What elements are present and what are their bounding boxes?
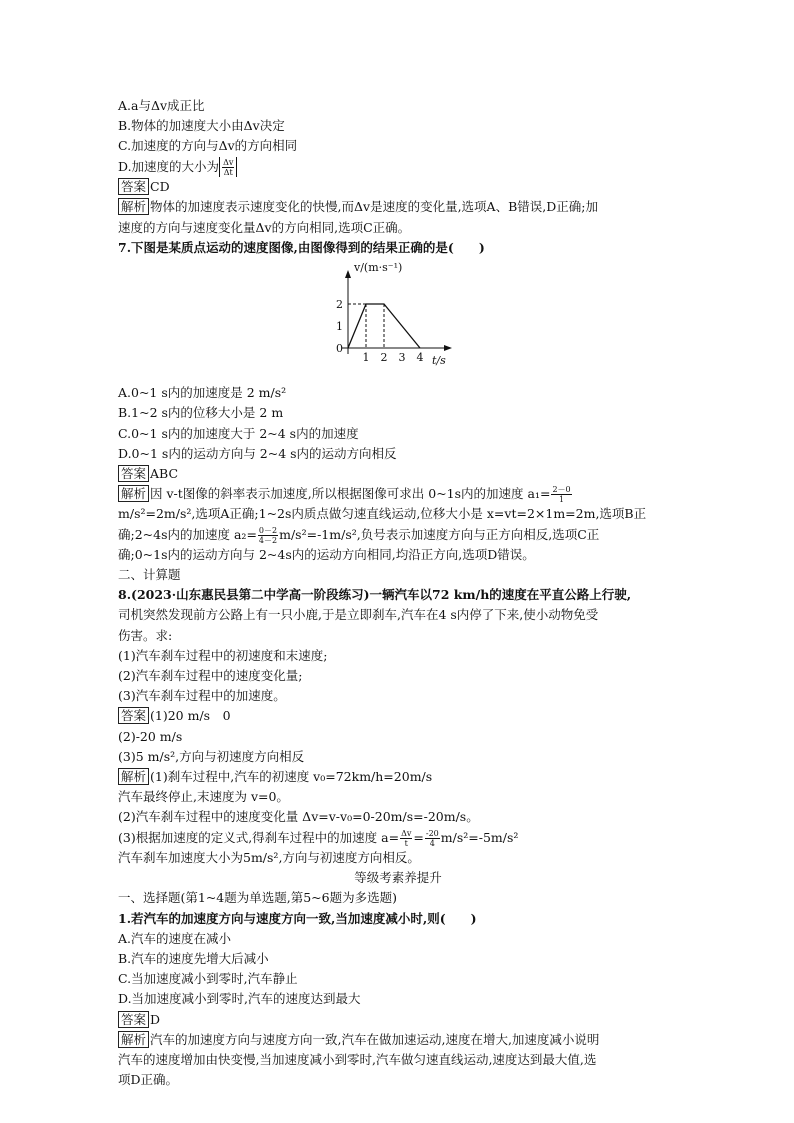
answer-tag: 答案 [118, 707, 149, 724]
section-calc-title: 二、计算题 [118, 567, 181, 583]
x-tick-label: 3 [398, 351, 406, 365]
q6-abs-fraction [219, 157, 237, 177]
q7-option-b: B.1~2 s内的位移大小是 2 m [118, 405, 284, 421]
origin-label: 0 [336, 342, 343, 356]
r1-option-a: A.汽车的速度在减小 [118, 930, 232, 946]
q7-frac-1: $\frac{2-0}{1}$ [552, 485, 571, 505]
q7-analysis-1: 解析 因 v-t图像的斜率表示加速度,所以根据图像可求出 0~1s内的加速度 a₁= $\frac{2-0}{1}$ [118, 484, 678, 504]
x-axis-arrow [444, 345, 452, 351]
r1-option-c: C.当加速度减小到零时,汽车静止 [118, 971, 298, 987]
q7-option-d: D.0~1 s内的运动方向与 2~4 s内的运动方向相反 [118, 445, 397, 461]
q7-option-c: C.0~1 s内的加速度大于 2~4 s内的加速度 [118, 425, 359, 441]
section-advanced-subtitle: 一、选择题(第1~4题为单选题,第5~6题为多选题) [118, 890, 397, 906]
x-tick-label: 2 [380, 351, 388, 365]
analysis-tag: 解析 [118, 768, 149, 785]
q7-analysis-2: m/s²=2m/s²,选项A正确;1~2s内质点做匀速直线运动,位移大小是 x=vt=2×1m=2m,选项B正 [118, 506, 647, 522]
q8-analysis-5: 汽车刹车加速度大小为5m/s²,方向与初速度方向相反。 [118, 849, 420, 865]
q6-option-d [118, 157, 678, 178]
q7-analysis-3: 确;2~4s内的加速度 a₂= $\frac{0-2}{4-2}$ m/s²=-1m/s²,负号表示加速度方向与正方向相反,选项C正 [118, 525, 600, 545]
q8-answer-2: (2)-20 m/s [118, 728, 183, 744]
q7-answer [118, 464, 678, 484]
document-page [118, 96, 678, 1090]
y-axis-label: v/(m·s⁻¹) [354, 261, 403, 275]
analysis-tag: 解析 [118, 485, 149, 502]
q6-analysis-2: 速度的方向与速度变化量Δv的方向相同,选项C正确。 [118, 219, 411, 235]
q6-answer [118, 177, 678, 197]
q8-sub-2: (2)汽车刹车过程中的速度变化量; [118, 668, 303, 684]
r1-analysis-1: 解析 汽车的加速度方向与速度方向一致,汽车在做加速运动,速度在增大,加速度减小说明 [118, 1030, 678, 1050]
q6-frac-den: Δt [223, 168, 233, 177]
q8-answer-3: (3)5 m/s²,方向与初速度方向相反 [118, 748, 305, 764]
x-tick-label: 1 [362, 351, 370, 365]
q8-frac-2: $\frac{-20}{4}$ [425, 828, 439, 848]
q8-stem-2: 司机突然发现前方公路上有一只小鹿,于是立即刹车,汽车在4 s内停了下来,使小动物免受 [118, 607, 599, 623]
q7-answer-value: ABC [150, 466, 179, 482]
r1-stem: 1.若汽车的加速度方向与速度方向一致,当加速度减小时,则( ) [118, 910, 477, 926]
x-axis-label: t/s [432, 354, 446, 368]
q8-analysis-2: 汽车最终停止,末速度为 v=0。 [118, 789, 289, 805]
q8-frac-1: $\frac{\Delta v}{t}$ [401, 828, 412, 848]
q8-stem-3: 伤害。求: [118, 627, 173, 643]
y-tick-label: 1 [336, 320, 343, 334]
r1-analysis-3: 项D正确。 [118, 1072, 179, 1088]
answer-tag: 答案 [118, 178, 149, 195]
q8-analysis-1: 解析 (1)刹车过程中,汽车的初速度 v₀=72km/h=20m/s [118, 767, 678, 787]
section-advanced-title: 等级考素养提升 [354, 870, 442, 886]
r1-analysis-2: 汽车的速度增加由快变慢,当加速度减小到零时,汽车做匀速直线运动,速度达到最大值,选 [118, 1051, 597, 1067]
q6-option-c: C.加速度的方向与Δv的方向相同 [118, 138, 298, 154]
analysis-tag: 解析 [118, 198, 149, 215]
r1-option-d: D.当加速度减小到零时,汽车的速度达到最大 [118, 991, 361, 1007]
velocity-time-chart [328, 260, 468, 375]
q6-analysis-1: 解析 物体的加速度表示速度变化的快慢,而Δv是速度的变化量,选项A、B错误,D正确;加 [118, 197, 678, 217]
q8-analysis-3: (2)汽车刹车过程中的速度变化量 Δv=v-v₀=0-20m/s=-20m/s。 [118, 809, 479, 825]
q8-answer-1: 答案 (1)20 m/s 0 [118, 706, 678, 726]
q7-option-a: A.0~1 s内的加速度是 2 m/s² [118, 385, 287, 401]
r1-answer [118, 1010, 678, 1030]
y-tick-label: 2 [336, 298, 343, 312]
y-axis-arrow [345, 270, 351, 278]
q6-option-b: B.物体的加速度大小由Δv决定 [118, 118, 285, 134]
q7-frac-2: $\frac{0-2}{4-2}$ [258, 525, 278, 545]
q6-frac-num: Δv [223, 158, 234, 167]
r1-option-b: B.汽车的速度先增大后减小 [118, 950, 269, 966]
q6-option-a: A.a与Δv成正比 [118, 98, 205, 113]
q8-stem-1: 8.(2023·山东惠民县第二中学高一阶段练习)一辆汽车以72 km/h的速度在平直公路上行驶, [118, 587, 632, 603]
answer-tag: 答案 [118, 465, 149, 482]
q6-option-d-text: D.加速度的大小为 [118, 158, 220, 174]
q6-answer-value: CD [150, 179, 170, 195]
q8-analysis-4: (3)根据加速度的定义式,得刹车过程中的加速度 a= $\frac{\Delta v}{t}$ = $\frac{-20}{4}$ m/s²=-5m/s² [118, 828, 519, 848]
q7-stem: 7.下图是某质点运动的速度图像,由图像得到的结果正确的是( ) [118, 239, 485, 255]
answer-tag: 答案 [118, 1011, 149, 1028]
r1-answer-value: D [150, 1011, 161, 1027]
q8-sub-3: (3)汽车刹车过程中的加速度。 [118, 688, 286, 704]
q7-analysis-4: 确;0~1s内的运动方向与 2~4s内的运动方向相同,均沿正方向,选项D错误。 [118, 546, 535, 562]
analysis-tag: 解析 [118, 1031, 149, 1048]
x-tick-label: 4 [416, 351, 424, 365]
q8-sub-1: (1)汽车刹车过程中的初速度和末速度; [118, 647, 328, 663]
